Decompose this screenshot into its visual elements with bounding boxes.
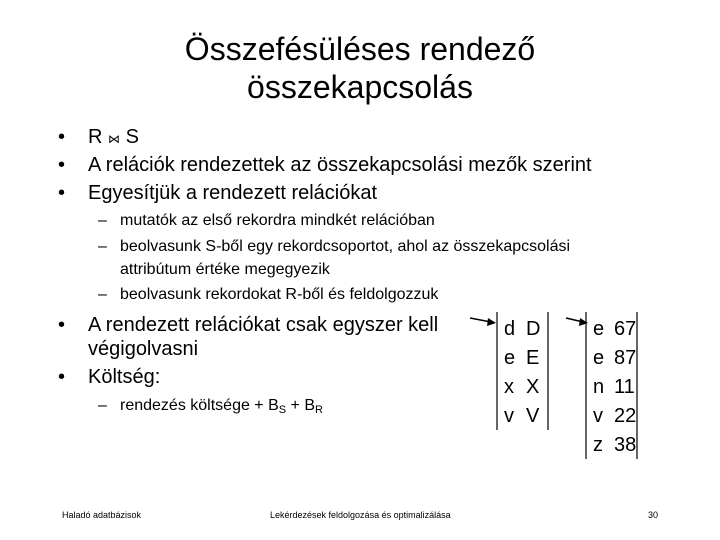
bullet-dot: • <box>58 366 66 388</box>
s-cell: 67 <box>614 318 637 340</box>
bullet-text: A rendezett relációkat csak egyszer kell <box>88 314 439 336</box>
r-cell: E <box>526 347 540 369</box>
sub-bullet-text: attribútum értéke megegyezik <box>120 261 330 278</box>
bullet-dot: • <box>58 182 66 204</box>
relation-s-label: S <box>125 126 139 148</box>
sub-bullet-dash: – <box>98 238 107 255</box>
footer-course: Haladó adatbázisok <box>62 510 142 520</box>
r-cell: D <box>526 318 541 340</box>
s-cell: z <box>593 434 603 456</box>
title-line-2: összekapcsolás <box>247 69 473 105</box>
page-number: 30 <box>648 510 659 520</box>
title-line-1: Összefésüléses rendező <box>184 31 536 67</box>
bullet-text: Költség: <box>88 366 161 388</box>
s-cell: 11 <box>614 376 635 398</box>
relation-r-label: R <box>88 126 103 148</box>
s-cell: 87 <box>614 347 637 369</box>
cost-sub-r: R <box>315 404 323 416</box>
bullet-dot: • <box>58 126 66 148</box>
s-cell: v <box>593 405 603 427</box>
sub-bullet-dash: – <box>98 212 107 229</box>
r-cell: d <box>504 318 516 340</box>
sub-bullet-text: mutatók az első rekordra mindkét relációban <box>120 212 435 229</box>
relation-r-border <box>497 312 548 430</box>
cost-text-mid: + B <box>286 397 316 414</box>
s-cell: 22 <box>614 405 637 427</box>
s-cell: e <box>593 318 605 340</box>
cost-sub-s: S <box>278 404 287 416</box>
s-cell: n <box>593 376 605 398</box>
r-cell: X <box>526 376 540 398</box>
sub-bullet-dash: – <box>98 397 107 414</box>
r-cell: e <box>504 347 516 369</box>
cost-text: rendezés költsége + B <box>120 397 279 414</box>
bullet-text: Egyesítjük a rendezett relációkat <box>88 182 378 204</box>
r-cell: V <box>526 405 540 427</box>
sub-bullet-text: beolvasunk S-ből egy rekordcsoportot, ahol az összekapcsolási <box>120 238 571 255</box>
bullet-dot: • <box>58 314 66 336</box>
pointer-arrow-r <box>470 318 496 326</box>
pointer-arrow-s <box>566 318 588 326</box>
bullet-dot: • <box>58 154 66 176</box>
r-cell: x <box>504 376 514 398</box>
sub-bullet-dash: – <box>98 286 107 303</box>
bullet-text: végigolvasni <box>88 338 199 360</box>
s-cell: 38 <box>614 434 637 456</box>
relation-s-border <box>586 312 637 459</box>
sub-bullet-text: beolvasunk rekordokat R-ből és feldolgozzuk <box>120 286 439 303</box>
join-symbol: ⋈ <box>108 132 121 146</box>
s-cell: e <box>593 347 605 369</box>
bullet-text: A relációk rendezettek az összekapcsolási mezők szerint <box>88 154 592 176</box>
footer-topic: Lekérdezések feldolgozása és optimalizálása <box>270 510 451 520</box>
r-cell: v <box>504 405 514 427</box>
